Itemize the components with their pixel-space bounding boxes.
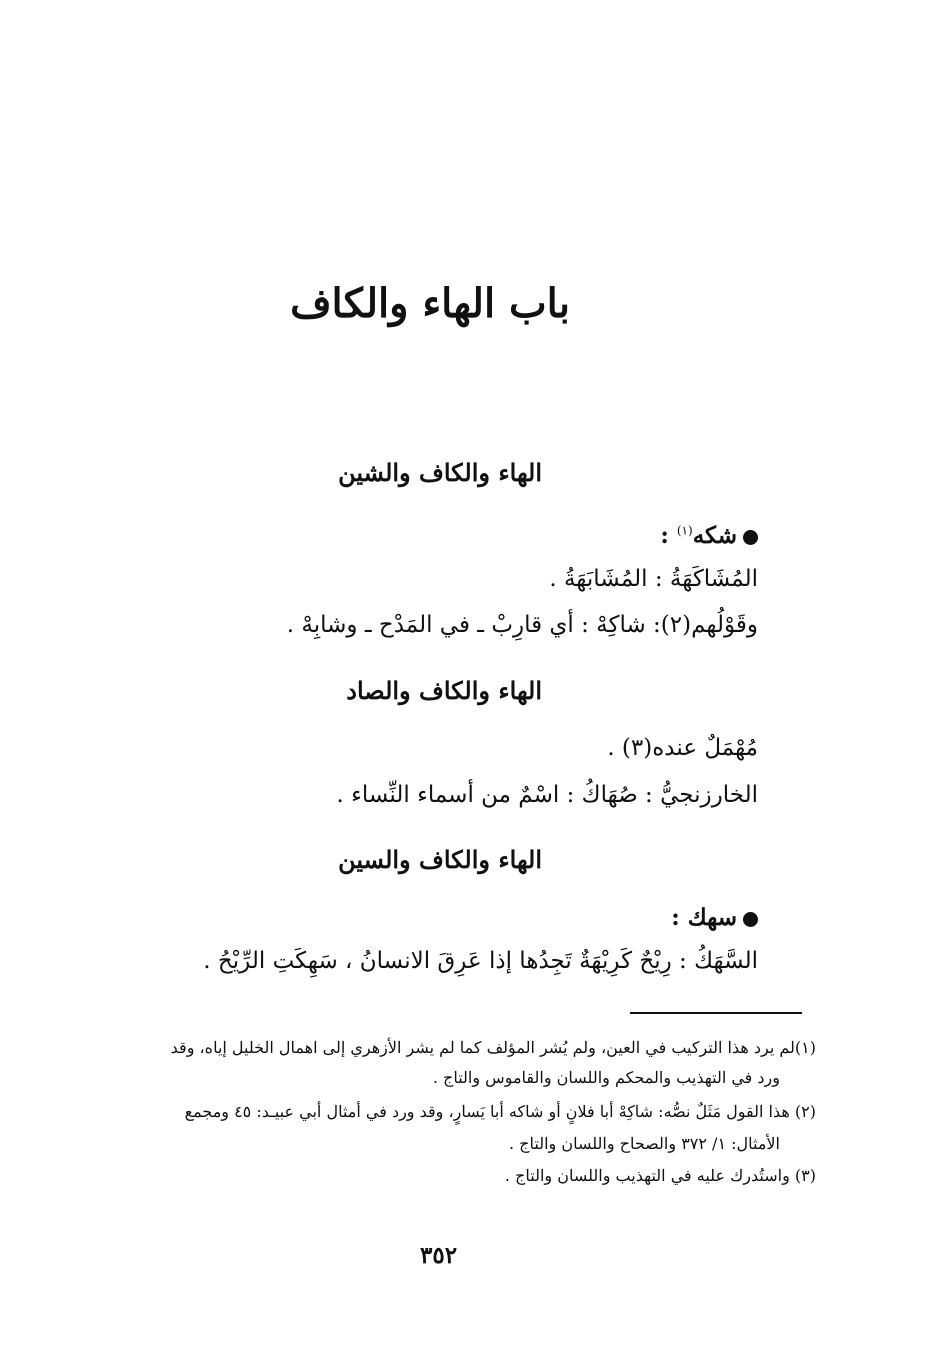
entry-word: شكه bbox=[692, 522, 737, 549]
entry-headword-sahak bbox=[671, 904, 758, 931]
footnote-1: (١)لم يرد هذا التركيب في العين، ولم يُشر المؤلف كما لم يشر الأزهري إلى اهمال الخليل إياه، وقد bbox=[170, 1038, 816, 1057]
definition-line: وقَوْلُهم(٢): شاكِهْ : أي قارِبْ ـ في المَدْح ـ وشابِهْ . bbox=[286, 612, 758, 638]
page-number: ٣٥٢ bbox=[420, 1242, 458, 1269]
entry-headword-shakah bbox=[660, 522, 758, 549]
footnote-divider bbox=[630, 1012, 802, 1014]
bullet-icon bbox=[743, 530, 758, 545]
entry-colon: : bbox=[660, 522, 677, 549]
entry-colon: : bbox=[671, 904, 688, 931]
definition-line: السَّهَكُ : رِيْحٌ كَرِيْهَةٌ تَجِدُها إذا عَرِقَ الانسانُ ، سَهِكَتِ الرِّيْحُ . bbox=[203, 948, 758, 974]
definition-line: مُهْمَلٌ عنده(٣) . bbox=[607, 735, 758, 761]
footnote-2: (٢) هذا القول مَثَلٌ نصُّه: شاكِهْ أبا فلانٍ أو شاكه أبا يَسارٍ، وقد ورد في أمثال أبي عبيـد: ٤٥ ومجمع bbox=[184, 1102, 816, 1121]
entry-word: سهك bbox=[687, 904, 737, 931]
footnote-1-continued: ورد في التهذيب والمحكم واللسان والقاموس والتاج . bbox=[432, 1068, 780, 1087]
section-heading-hkf-shin: الهاء والكاف والشين bbox=[338, 458, 542, 487]
footnote-3: (٣) واستُدرك عليه في التهذيب واللسان والتاج . bbox=[504, 1166, 816, 1185]
section-heading-hkf-sad: الهاء والكاف والصاد bbox=[346, 676, 542, 705]
bullet-icon bbox=[743, 912, 758, 927]
definition-line: الخارزنجيُّ : صُهَاكُ : اسْمٌ من أسماء النِّساء . bbox=[336, 782, 758, 808]
definition-line: المُشَاكَهَةُ : المُشَابَهَةُ . bbox=[549, 566, 758, 592]
section-heading-hkf-sin: الهاء والكاف والسين bbox=[338, 845, 542, 874]
page-title: باب الهاء والكاف bbox=[290, 280, 570, 327]
footnote-ref: (١) bbox=[676, 523, 693, 538]
footnote-2-continued: الأمثال: ١/ ٣٧٢ والصحاح واللسان والتاج . bbox=[508, 1134, 780, 1153]
